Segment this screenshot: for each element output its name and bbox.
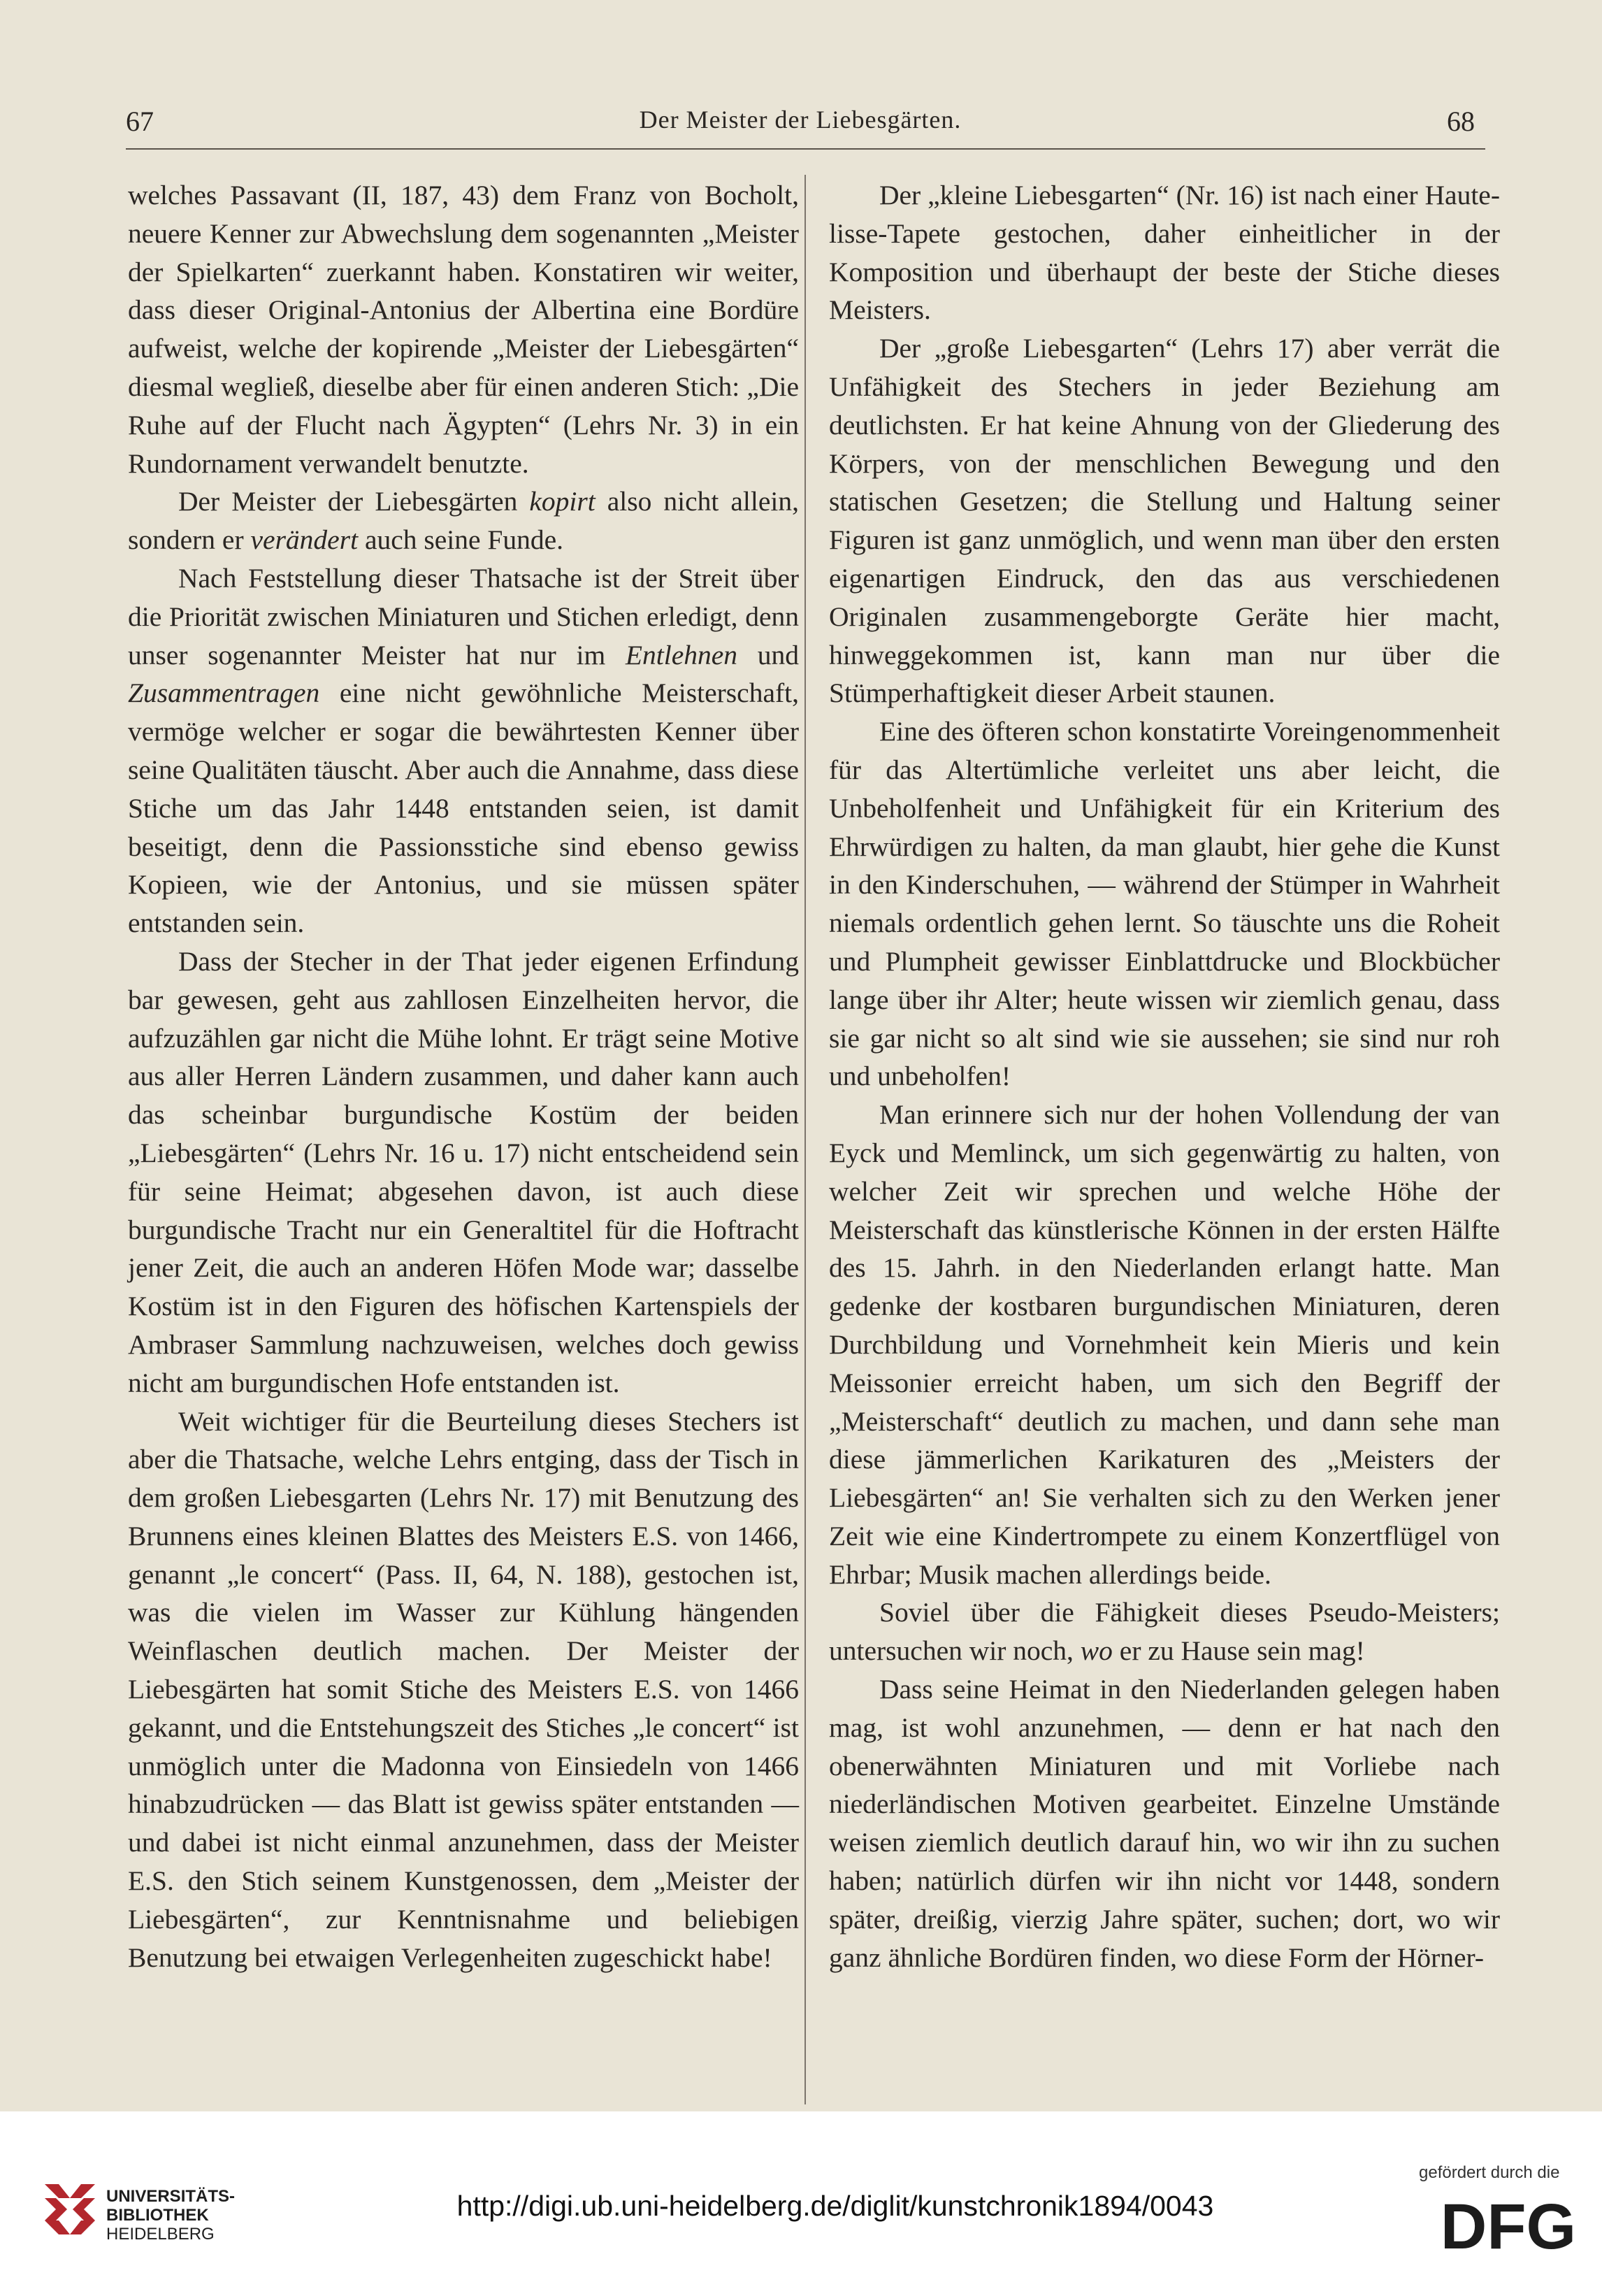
left-column	[128, 176, 799, 1976]
funding-caption: gefördert durch die	[1419, 2163, 1560, 2182]
running-title: Der Meister der Liebesgärten.	[639, 106, 962, 134]
text-run: auch seine Funde.	[358, 524, 564, 556]
header-rule	[126, 148, 1485, 150]
text-run: eine nicht gewöhnliche Meisterschaft, vermöge welcher er sogar die bewährtesten Kenner über seine Qualitäten täuscht. Aber auch die Annahme, dass diese Stiche um das Jahr 1448 entstanden seien, ist damit beseitigt, denn die Passionsstiche sind ebenso gewiss Kopieen, wie der Antonius, und sie müssen später entstanden sein.	[128, 677, 799, 939]
text-run: Soviel über die Fähigkeit dieses Pseudo-Meisters; untersuchen wir noch,	[829, 1597, 1500, 1667]
right-paragraph-2: Der „große Liebesgarten“ (Lehrs 17) aber verrät die Unfähigkeit des Stechers in jeder Beziehung am deutlichsten. Er hat keine Ahnung von der Gliederung des Körpers, von der menschlichen Bewegung und den statischen Gesetzen; die Stellung und Haltung seiner Figuren ist ganz unmöglich, und wenn man über den ersten eigenartigen Eindruck, den das aus verschiedenen Originalen zusammengeborgte Geräte hier macht, hinweggekommen ist, kann man nur über die Stümperhaftigkeit dieser Arbeit staunen.	[829, 333, 1500, 709]
right-paragraph-3: Eine des öfteren schon konstatirte Voreingenommenheit für das Altertümliche verleitet uns aber leicht, die Unbeholfenheit und Unfähigkeit für ein Kriterium des Ehrwürdigen zu halten, da man glaubt, hier gehe die Kunst in den Kinderschuhen, — während der Stümper in Wahrheit niemals ordentlich gehen lernt. So täuschte uns die Roheit und Plumpheit gewisser Einblattdrucke und Blockbücher lange über ihr Alter; heute wissen wir ziemlich genau, dass sie gar nicht so alt sind wie sie aussehen; sie sind nur roh und unbeholfen!	[829, 716, 1500, 1092]
emphasis: verändert	[250, 524, 359, 556]
page-number-right: 68	[1447, 106, 1475, 137]
library-name-line: HEIDELBERG	[106, 2225, 215, 2244]
library-name-line: BIBLIOTHEK	[106, 2206, 209, 2225]
text-run: also nicht allein, sondern er	[128, 486, 799, 556]
left-paragraph-4: Dass der Stecher in der That jeder eigenen Erfindung bar gewesen, geht aus zahllosen Einzelheiten hervor, die aufzuzählen gar nicht die Mühe lohnt. Er trägt seine Motive aus aller Herren Ländern zusammen, und daher kann auch das scheinbar burgundische Kostüm der beiden „Liebesgärten“ (Lehrs Nr. 16 u. 17) nicht entscheidend sein für seine Heimat; abgesehen davon, ist auch diese burgundische Tracht nur ein Generaltitel für die Hoftracht jener Zeit, die auch an anderen Höfen Mode war; dasselbe Kostüm ist in den Figuren des höfischen Kartenspiels der Ambraser Sammlung nachzuweisen, welches doch gewiss nicht am burgundischen Hofe entstanden ist.	[128, 945, 799, 1398]
right-paragraph-5	[829, 1593, 1500, 1670]
university-library-name	[106, 2187, 235, 2244]
left-paragraph-1: welches Passavant (II, 187, 43) dem Franz von Bocholt, neuere Kenner zur Abwechslung dem sogenannten „Meister der Spielkarten“ zuerkannt haben. Konstatiren wir weiter, dass dieser Original-Antonius der Albertina eine Bordüre aufweist, welche der kopirende „Meister der Liebesgärten“ diesmal wegließ, dieselbe aber für einen anderen Stich: „Die Ruhe auf der Flucht nach Ägypten“ (Lehrs Nr. 3) in ein Rundornament verwandelt benutzte.	[128, 180, 799, 479]
text-run: er zu Hause sein mag!	[1112, 1635, 1365, 1667]
left-paragraph-5: Weit wichtiger für die Beurteilung dieses Stechers ist aber die Thatsache, welche Lehrs entging, dass der Tisch in dem großen Liebesgarten (Lehrs Nr. 17) mit Benutzung des Brunnens eines kleinen Blattes des Meisters E.S. von 1466, genannt „le concert“ (Pass. II, 64, N. 188), gestochen ist, was die vielen im Wasser zur Kühlung hängenden Weinflaschen deutlich machen. Der Meister der Liebesgärten hat somit Stiche des Meisters E.S. von 1466 gekannt, und die Entstehungszeit des Stiches „le concert“ ist unmöglich unter die Madonna von Einsiedeln von 1466 hinabzudrücken — das Blatt ist gewiss später entstanden — und dabei ist nicht einmal anzunehmen, dass der Meister E.S. den Stich seinem Kunstgenossen, dem „Meister der Liebesgärten“, zur Kenntnisnahme und beliebigen Benutzung bei etwaigen Verlegenheiten zugeschickt habe!	[128, 1405, 799, 1973]
left-paragraph-2	[128, 482, 799, 559]
university-library-logo-icon	[42, 2181, 98, 2237]
text-run: Der Meister der Liebesgärten	[178, 486, 530, 517]
page-number-left: 67	[126, 106, 154, 137]
text-run: Nach Feststellung dieser Thatsache ist der Streit über die Priorität zwischen Miniaturen und Stichen erledigt, denn unser sogenannter Meister hat nur im	[128, 562, 799, 670]
right-paragraph-4: Man erinnere sich nur der hohen Vollendung der van Eyck und Memlinck, um sich gegenwärtig zu halten, von welcher Zeit wir sprechen und welche Höhe der Meisterschaft das künstlerische Können in der ersten Hälfte des 15. Jahrh. in den Niederlanden erlangt hatte. Man gedenke der kostbaren burgundischen Miniaturen, deren Durchbildung und Vornehmheit kein Mieris und kein Meissonier erreicht haben, um sich den Begriff der „Meisterschaft“ deutlich zu machen, und dann sehe man diese jämmerlichen Karikaturen des „Meisters der Liebesgärten“ an! Sie verhalten sich zu den Werken jener Zeit wie eine Kindertrompete zu einem Konzertflügel von Ehrbar; Musik machen allerdings beide.	[829, 1099, 1500, 1590]
running-head	[126, 105, 1475, 154]
right-paragraph-1: Der „kleine Liebesgarten“ (Nr. 16) ist nach einer Haute-lisse-Tapete gestochen, daher einheitlicher in der Komposition und überhaupt der beste der Stiche dieses Meisters.	[829, 180, 1500, 326]
dfg-logo-icon	[1438, 2190, 1578, 2257]
text-run: und	[737, 639, 799, 670]
emphasis: wo	[1080, 1635, 1113, 1667]
left-paragraph-3	[128, 559, 799, 942]
permalink-url[interactable]: http://digi.ub.uni-heidelberg.de/diglit/kunstchronik1894/0043	[456, 2190, 1214, 2222]
digitization-footer	[0, 2111, 1602, 2296]
library-name-line: UNIVERSITÄTS-	[106, 2187, 236, 2206]
emphasis: Zusammentragen	[128, 677, 320, 709]
emphasis: Entlehnen	[625, 639, 738, 670]
emphasis: kopirt	[529, 486, 596, 517]
right-paragraph-6: Dass seine Heimat in den Niederlanden gelegen haben mag, ist wohl anzunehmen, — denn er hat nach den obenerwähnten Miniaturen und mit Vorliebe nach niederländischen Motiven gearbeitet. Einzelne Umstände weisen ziemlich deutlich darauf hin, wo wir ihn zu suchen haben; natürlich dürfen wir ihn nicht vor 1448, sondern später, dreißig, vierzig Jahre später, suchen; dort, wo wir ganz ähnliche Bordüren finden, wo diese Form der Hörner-	[829, 1674, 1500, 1973]
dfg-logo-text: DFG	[1440, 2191, 1577, 2257]
column-divider	[804, 175, 806, 2104]
right-column	[829, 176, 1500, 1976]
